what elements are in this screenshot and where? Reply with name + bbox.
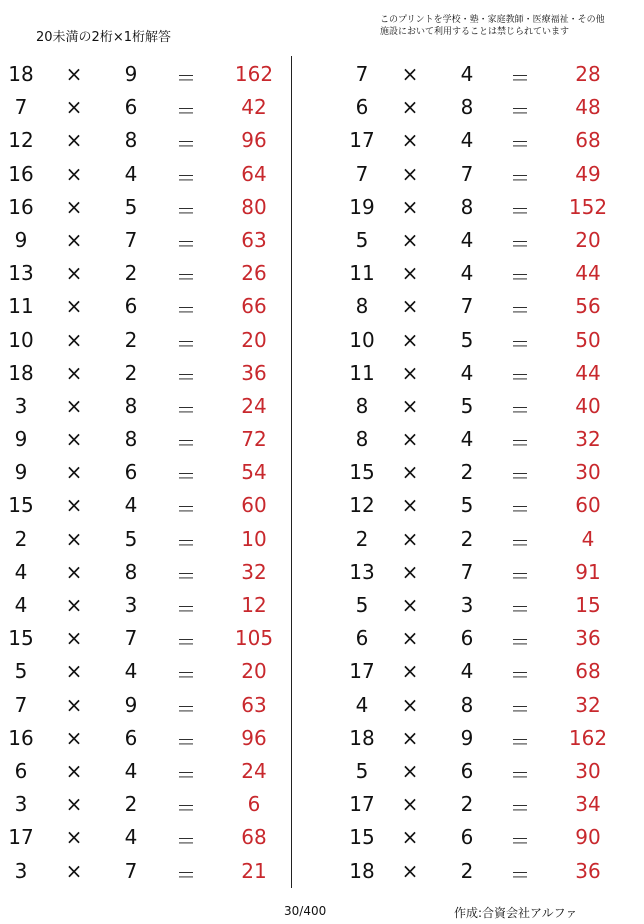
- equals-sign: ＝: [510, 231, 530, 256]
- equals-sign: ＝: [176, 397, 196, 422]
- times-sign: ×: [401, 526, 419, 551]
- multiplier: 9: [460, 725, 474, 750]
- multiplicand: 15: [8, 626, 34, 651]
- equals-sign: ＝: [176, 829, 196, 854]
- multiplicand: 6: [355, 626, 369, 651]
- multiplicand: 7: [355, 62, 369, 86]
- multiplier: 6: [124, 95, 138, 120]
- multiplicand: 15: [8, 493, 34, 518]
- equals-sign: ＝: [510, 597, 530, 621]
- answer: 44: [575, 261, 601, 286]
- equals-sign: ＝: [510, 762, 530, 787]
- equals-sign: ＝: [510, 165, 530, 190]
- multiplicand: 19: [349, 194, 375, 219]
- multiplicand: 17: [8, 825, 34, 850]
- multiplicand: 5: [355, 758, 369, 783]
- multiplier: 8: [460, 194, 474, 219]
- answer: 90: [575, 825, 601, 850]
- multiplicand: 4: [14, 593, 28, 617]
- answer: 54: [241, 460, 267, 485]
- multiplicand: 10: [349, 327, 375, 352]
- times-sign: ×: [401, 825, 419, 850]
- times-sign: ×: [65, 460, 83, 485]
- times-sign: ×: [401, 327, 419, 352]
- times-sign: ×: [401, 194, 419, 219]
- equals-sign: ＝: [176, 696, 196, 721]
- multiplicand: 9: [14, 227, 28, 252]
- equals-sign: ＝: [510, 530, 530, 555]
- times-sign: ×: [401, 294, 419, 319]
- equals-sign: ＝: [176, 663, 196, 688]
- author-credit: 作成:合資会社アルファ: [454, 906, 578, 920]
- answer: 48: [575, 95, 601, 120]
- multiplier: 7: [460, 161, 474, 186]
- answer: 30: [575, 460, 601, 485]
- equals-sign: ＝: [510, 431, 530, 456]
- multiplicand: 7: [355, 161, 369, 186]
- multiplicand: 12: [349, 493, 375, 518]
- multiplicand: 3: [14, 393, 28, 418]
- multiplicand: 2: [355, 526, 369, 551]
- column-divider: [291, 56, 292, 888]
- times-sign: ×: [401, 559, 419, 584]
- multiplicand: 8: [355, 393, 369, 418]
- answer: 68: [575, 659, 601, 684]
- times-sign: ×: [65, 559, 83, 584]
- answer: 10: [241, 526, 267, 551]
- answer: 60: [575, 493, 601, 518]
- times-sign: ×: [65, 659, 83, 684]
- answer: 32: [575, 427, 601, 452]
- equals-sign: ＝: [176, 530, 196, 555]
- answer: 36: [241, 360, 267, 385]
- answer: 63: [241, 692, 267, 717]
- multiplicand: 6: [14, 758, 28, 783]
- multiplicand: 18: [8, 360, 34, 385]
- equals-sign: ＝: [510, 829, 530, 854]
- equals-sign: ＝: [176, 265, 196, 290]
- equals-sign: ＝: [176, 464, 196, 489]
- equals-sign: ＝: [510, 198, 530, 223]
- equals-sign: ＝: [510, 630, 530, 655]
- answer: 72: [241, 427, 267, 452]
- multiplicand: 9: [14, 460, 28, 485]
- times-sign: ×: [65, 725, 83, 750]
- answer: 20: [575, 227, 601, 252]
- multiplicand: 17: [349, 659, 375, 684]
- multiplicand: 10: [8, 327, 34, 352]
- times-sign: ×: [401, 161, 419, 186]
- answer: 68: [241, 825, 267, 850]
- equals-sign: ＝: [176, 563, 196, 588]
- equals-sign: ＝: [510, 331, 530, 356]
- answer: 26: [241, 261, 267, 286]
- multiplier: 4: [460, 261, 474, 286]
- times-sign: ×: [65, 261, 83, 286]
- multiplier: 7: [460, 294, 474, 319]
- times-sign: ×: [401, 128, 419, 153]
- times-sign: ×: [65, 393, 83, 418]
- multiplier: 6: [460, 825, 474, 850]
- answer: 34: [575, 792, 601, 817]
- multiplier: 2: [124, 327, 138, 352]
- notice-line-2: 施設において利用することは禁じられています: [380, 27, 570, 37]
- times-sign: ×: [401, 758, 419, 783]
- multiplier: 2: [124, 792, 138, 817]
- times-sign: ×: [65, 692, 83, 717]
- equals-sign: ＝: [510, 66, 530, 90]
- multiplicand: 17: [349, 792, 375, 817]
- multiplicand: 15: [349, 460, 375, 485]
- answer: 32: [575, 692, 601, 717]
- answer: 15: [575, 593, 601, 617]
- answer: 12: [241, 593, 267, 617]
- times-sign: ×: [401, 692, 419, 717]
- multiplier: 4: [460, 360, 474, 385]
- equals-sign: ＝: [510, 99, 530, 124]
- multiplicand: 16: [8, 194, 34, 219]
- equals-sign: ＝: [510, 663, 530, 688]
- multiplier: 7: [124, 227, 138, 252]
- multiplier: 7: [460, 559, 474, 584]
- answer: 20: [241, 327, 267, 352]
- multiplicand: 5: [355, 593, 369, 617]
- answer: 36: [575, 858, 601, 883]
- multiplier: 4: [460, 62, 474, 86]
- equals-sign: ＝: [510, 563, 530, 588]
- multiplier: 6: [124, 294, 138, 319]
- times-sign: ×: [65, 194, 83, 219]
- times-sign: ×: [401, 792, 419, 817]
- equals-sign: ＝: [176, 497, 196, 522]
- equals-sign: ＝: [176, 298, 196, 323]
- multiplicand: 11: [349, 360, 375, 385]
- equals-sign: ＝: [176, 762, 196, 787]
- multiplier: 3: [124, 593, 138, 617]
- multiplier: 4: [124, 758, 138, 783]
- multiplier: 5: [460, 327, 474, 352]
- equals-sign: ＝: [176, 331, 196, 356]
- equals-sign: ＝: [176, 198, 196, 223]
- equals-sign: ＝: [510, 464, 530, 489]
- answer: 162: [568, 725, 608, 750]
- multiplicand: 5: [14, 659, 28, 684]
- answer: 80: [241, 194, 267, 219]
- multiplier: 8: [460, 692, 474, 717]
- multiplicand: 16: [8, 725, 34, 750]
- multiplier: 6: [124, 460, 138, 485]
- multiplier: 5: [124, 526, 138, 551]
- times-sign: ×: [65, 327, 83, 352]
- multiplicand: 3: [14, 858, 28, 883]
- equals-sign: ＝: [510, 364, 530, 389]
- multiplier: 5: [460, 493, 474, 518]
- equals-sign: ＝: [176, 796, 196, 821]
- multiplier: 4: [460, 227, 474, 252]
- equals-sign: ＝: [176, 231, 196, 256]
- times-sign: ×: [401, 593, 419, 617]
- answer: 24: [241, 393, 267, 418]
- times-sign: ×: [65, 294, 83, 319]
- answer: 42: [241, 95, 267, 120]
- multiplicand: 15: [349, 825, 375, 850]
- equals-sign: ＝: [510, 497, 530, 522]
- answer: 32: [241, 559, 267, 584]
- multiplicand: 12: [8, 128, 34, 153]
- page-number: 30/400: [284, 904, 327, 918]
- times-sign: ×: [65, 758, 83, 783]
- multiplicand: 13: [8, 261, 34, 286]
- times-sign: ×: [65, 493, 83, 518]
- multiplicand: 18: [349, 858, 375, 883]
- multiplier: 4: [460, 128, 474, 153]
- page-title: 20未満の2桁×1桁解答: [36, 30, 171, 45]
- multiplicand: 9: [14, 427, 28, 452]
- times-sign: ×: [401, 626, 419, 651]
- answer: 24: [241, 758, 267, 783]
- times-sign: ×: [401, 227, 419, 252]
- answer: 49: [575, 161, 601, 186]
- equals-sign: ＝: [176, 597, 196, 621]
- answer: 21: [241, 858, 267, 883]
- answer: 152: [568, 194, 608, 219]
- answer: 60: [241, 493, 267, 518]
- multiplier: 8: [124, 128, 138, 153]
- times-sign: ×: [65, 526, 83, 551]
- answer: 91: [575, 559, 601, 584]
- multiplier: 7: [124, 858, 138, 883]
- multiplicand: 4: [355, 692, 369, 717]
- equals-sign: ＝: [176, 165, 196, 190]
- times-sign: ×: [401, 95, 419, 120]
- equals-sign: ＝: [176, 364, 196, 389]
- multiplier: 6: [124, 725, 138, 750]
- equals-sign: ＝: [176, 132, 196, 157]
- multiplier: 9: [124, 62, 138, 86]
- multiplicand: 3: [14, 792, 28, 817]
- answer: 68: [575, 128, 601, 153]
- times-sign: ×: [65, 62, 83, 86]
- multiplier: 8: [124, 559, 138, 584]
- multiplier: 2: [460, 460, 474, 485]
- times-sign: ×: [401, 261, 419, 286]
- times-sign: ×: [65, 858, 83, 883]
- times-sign: ×: [401, 725, 419, 750]
- answer: 96: [241, 725, 267, 750]
- multiplicand: 8: [355, 427, 369, 452]
- multiplier: 2: [460, 526, 474, 551]
- equals-sign: ＝: [510, 397, 530, 422]
- times-sign: ×: [401, 62, 419, 86]
- multiplicand: 7: [14, 692, 28, 717]
- equals-sign: ＝: [510, 265, 530, 290]
- times-sign: ×: [401, 493, 419, 518]
- equals-sign: ＝: [510, 862, 530, 887]
- equals-sign: ＝: [176, 66, 196, 90]
- times-sign: ×: [65, 792, 83, 817]
- times-sign: ×: [65, 360, 83, 385]
- multiplier: 8: [124, 393, 138, 418]
- multiplier: 7: [124, 626, 138, 651]
- times-sign: ×: [65, 825, 83, 850]
- answer: 4: [581, 526, 595, 551]
- usage-notice: [380, 14, 630, 38]
- equals-sign: ＝: [176, 729, 196, 754]
- multiplicand: 7: [14, 95, 28, 120]
- equals-sign: ＝: [176, 99, 196, 124]
- multiplier: 4: [124, 659, 138, 684]
- multiplier: 6: [460, 626, 474, 651]
- multiplier: 4: [124, 493, 138, 518]
- answer: 40: [575, 393, 601, 418]
- multiplicand: 17: [349, 128, 375, 153]
- equals-sign: ＝: [510, 696, 530, 721]
- multiplier: 3: [460, 593, 474, 617]
- notice-line-1: このプリントを学校・塾・家庭教師・医療福祉・その他: [380, 15, 605, 25]
- times-sign: ×: [401, 460, 419, 485]
- multiplier: 2: [460, 792, 474, 817]
- answer: 162: [234, 62, 274, 86]
- answer: 30: [575, 758, 601, 783]
- answer: 96: [241, 128, 267, 153]
- answer: 20: [241, 659, 267, 684]
- times-sign: ×: [65, 427, 83, 452]
- equals-sign: ＝: [176, 862, 196, 887]
- times-sign: ×: [65, 161, 83, 186]
- multiplicand: 11: [8, 294, 34, 319]
- answer: 64: [241, 161, 267, 186]
- answer: 105: [234, 626, 274, 651]
- equals-sign: ＝: [510, 729, 530, 754]
- multiplicand: 6: [355, 95, 369, 120]
- multiplicand: 16: [8, 161, 34, 186]
- times-sign: ×: [401, 427, 419, 452]
- equals-sign: ＝: [510, 298, 530, 323]
- answer: 36: [575, 626, 601, 651]
- answer: 66: [241, 294, 267, 319]
- equals-sign: ＝: [510, 796, 530, 821]
- multiplier: 5: [460, 393, 474, 418]
- multiplicand: 18: [8, 62, 34, 86]
- times-sign: ×: [65, 95, 83, 120]
- multiplier: 4: [124, 161, 138, 186]
- times-sign: ×: [65, 593, 83, 617]
- answer: 50: [575, 327, 601, 352]
- times-sign: ×: [401, 858, 419, 883]
- multiplicand: 8: [355, 294, 369, 319]
- multiplier: 5: [124, 194, 138, 219]
- multiplier: 4: [460, 659, 474, 684]
- multiplicand: 13: [349, 559, 375, 584]
- equals-sign: ＝: [176, 431, 196, 456]
- times-sign: ×: [401, 393, 419, 418]
- multiplier: 2: [460, 858, 474, 883]
- multiplicand: 11: [349, 261, 375, 286]
- answer: 44: [575, 360, 601, 385]
- multiplier: 8: [460, 95, 474, 120]
- answer: 56: [575, 294, 601, 319]
- multiplier: 9: [124, 692, 138, 717]
- times-sign: ×: [401, 659, 419, 684]
- times-sign: ×: [65, 128, 83, 153]
- multiplicand: 4: [14, 559, 28, 584]
- times-sign: ×: [401, 360, 419, 385]
- multiplier: 4: [124, 825, 138, 850]
- multiplier: 6: [460, 758, 474, 783]
- times-sign: ×: [65, 227, 83, 252]
- answer: 6: [247, 792, 261, 817]
- answer: 63: [241, 227, 267, 252]
- equals-sign: ＝: [510, 132, 530, 157]
- multiplier: 2: [124, 360, 138, 385]
- multiplicand: 18: [349, 725, 375, 750]
- times-sign: ×: [65, 626, 83, 651]
- multiplier: 8: [124, 427, 138, 452]
- answer: 28: [575, 62, 601, 86]
- multiplier: 2: [124, 261, 138, 286]
- multiplicand: 5: [355, 227, 369, 252]
- equals-sign: ＝: [176, 630, 196, 655]
- multiplier: 4: [460, 427, 474, 452]
- multiplicand: 2: [14, 526, 28, 551]
